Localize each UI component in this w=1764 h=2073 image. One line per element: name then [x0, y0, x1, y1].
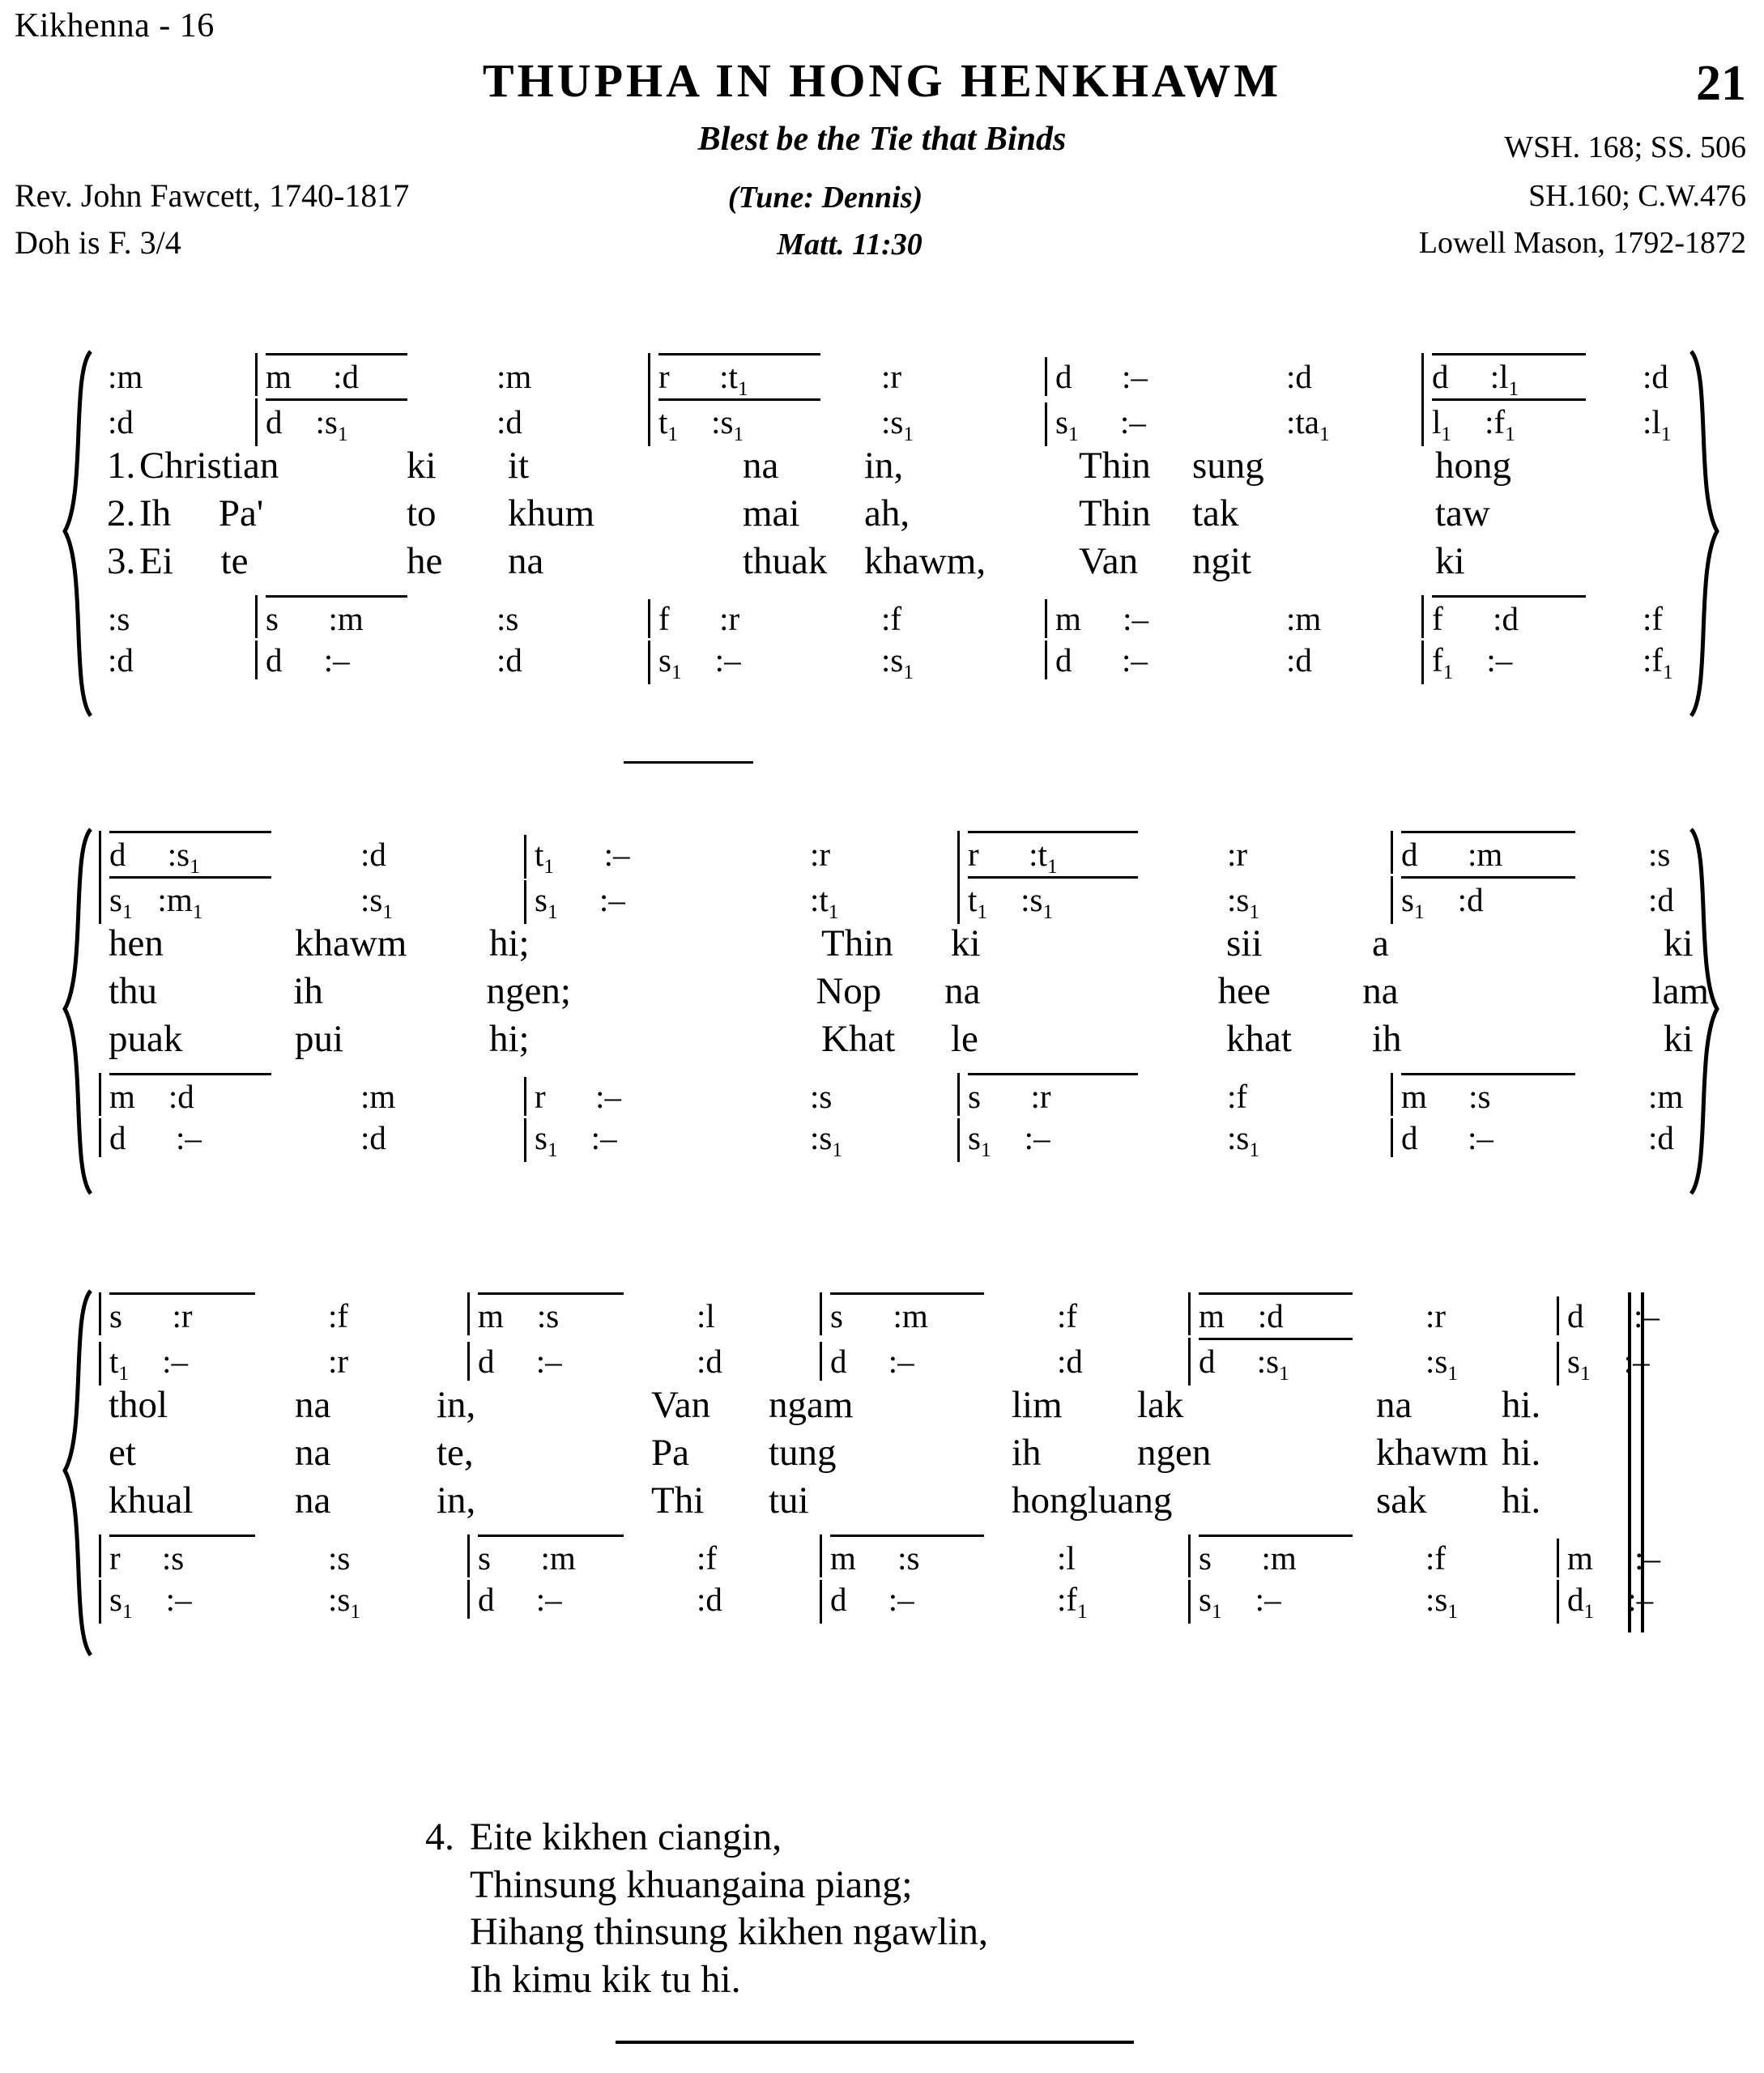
lyric-text: hen	[109, 922, 164, 964]
measure	[1421, 641, 1756, 684]
measure	[255, 641, 646, 679]
measure	[97, 357, 254, 396]
measure	[99, 1342, 466, 1386]
measure	[524, 1077, 956, 1116]
lyric-text: ki	[1435, 540, 1465, 582]
measure	[1045, 599, 1420, 638]
lyric-line-verse-3	[97, 1017, 1709, 1065]
measure	[1188, 1338, 1555, 1386]
note-cell: $:l_1$	[1643, 403, 1672, 446]
lyric-text: Thin	[1079, 445, 1151, 487]
voice-alto-line	[97, 1338, 1709, 1386]
note-cell: $:s_1$	[810, 1119, 843, 1162]
lyric-text: Van	[1079, 540, 1139, 582]
lyric-text: thol	[109, 1384, 168, 1426]
measure	[1188, 1535, 1555, 1577]
measure	[1391, 876, 1741, 924]
note-cell: $l_1$ $:f_1$	[1432, 398, 1586, 446]
measure	[99, 1073, 522, 1116]
lyric-line-verse-1	[97, 1383, 1709, 1431]
lyric-line-verse-3	[97, 1479, 1709, 1526]
note-cell: d :–	[1055, 641, 1148, 679]
voice-tenor-line	[97, 1073, 1709, 1118]
measure	[648, 641, 1043, 684]
note-cell: $:s_1$	[360, 881, 394, 924]
measure	[1557, 1580, 1753, 1624]
music-system-2	[49, 826, 1749, 1207]
lyric-text: he	[407, 540, 443, 582]
measure	[99, 1292, 466, 1335]
note-cell: s :m	[266, 595, 407, 638]
voice-alto-line	[97, 876, 1709, 922]
lyric-text: ih	[1012, 1432, 1042, 1474]
measure	[1188, 1292, 1555, 1335]
voice-tenor-line	[97, 1535, 1709, 1580]
key-and-time-signature: Doh is F. 3/4	[15, 224, 181, 261]
tune-name: (Tune: Dennis)	[727, 181, 923, 215]
note-cell: m :–	[1567, 1539, 1661, 1577]
note-cell: d :–	[1401, 1119, 1493, 1156]
system-brace-left	[49, 826, 97, 1198]
scripture-reference: Matt. 11:30	[777, 228, 922, 262]
note-cell: r :–	[535, 1078, 622, 1115]
lyric-text: pui	[295, 1018, 344, 1060]
lyric-text: to	[407, 492, 437, 534]
lyric-text: a	[1372, 922, 1389, 964]
system-brace-left	[49, 1288, 97, 1660]
note-cell: :d	[1286, 641, 1312, 679]
note-cell: $:s_1$	[881, 403, 914, 446]
lyric-text: Nop	[816, 970, 882, 1012]
page-title: THUPHA IN HONG HENKHAWM	[482, 54, 1282, 107]
note-cell: :r	[328, 1343, 349, 1380]
note-cell: $:f_1$	[1057, 1581, 1088, 1624]
note-cell: $t_1$ $:s_1$	[968, 876, 1138, 924]
section-divider-1	[624, 761, 753, 764]
voice-tenor-line	[97, 595, 1709, 641]
note-cell: :f	[1227, 1078, 1248, 1115]
note-cell: d :–	[830, 1343, 914, 1380]
note-cell: :r	[1227, 836, 1248, 873]
lyric-text: khual	[109, 1479, 194, 1522]
lyric-text: ngen	[1137, 1432, 1212, 1474]
note-cell: $:s_1$	[1425, 1343, 1459, 1386]
lyric-line-verse-2	[97, 492, 1709, 539]
staff-system-3	[97, 1292, 1709, 1625]
verse-4-line: Thinsung khuangaina piang;	[470, 1862, 913, 1906]
note-cell: :d	[697, 1343, 722, 1380]
verse-4-line: Ih kimu kik tu hi.	[470, 1957, 741, 2001]
note-cell: :d	[1643, 358, 1668, 395]
measure	[820, 1580, 1187, 1624]
note-cell: d :–	[266, 641, 350, 679]
lyric-text: Thin	[1079, 492, 1151, 534]
note-cell: :s	[1648, 836, 1671, 873]
hymnal-reference-1: WSH. 168; SS. 506	[1504, 130, 1746, 164]
note-cell: $t_1$ :–	[535, 836, 630, 879]
note-cell: f :r	[658, 600, 740, 637]
note-cell: d :–	[478, 1343, 562, 1380]
lyric-text: Thi	[651, 1479, 705, 1522]
lyric-line-verse-2	[97, 1431, 1709, 1479]
note-cell: $f_1$ :–	[1432, 641, 1513, 684]
lyric-text: hong	[1435, 445, 1511, 487]
measure	[820, 1342, 1187, 1381]
note-cell: d $:s_1$	[266, 398, 407, 446]
composer-credit: Lowell Mason, 1792-1872	[1418, 226, 1746, 260]
voice-alto-line	[97, 398, 1709, 444]
note-cell: :s	[496, 600, 519, 637]
note-cell: $s_1$ $:m_1$	[109, 876, 271, 924]
note-cell: :s	[328, 1539, 351, 1577]
note-cell: :d	[108, 641, 134, 679]
note-cell: :f	[881, 600, 902, 637]
lyric-text: Ei te	[139, 540, 249, 582]
note-cell: :f	[1643, 600, 1664, 637]
note-cell: :d	[697, 1581, 722, 1618]
note-cell: :d	[1286, 358, 1312, 395]
note-cell: :s	[810, 1078, 833, 1115]
measure	[97, 599, 254, 638]
note-cell: r $:t_1$	[968, 831, 1138, 879]
measure	[957, 876, 1389, 924]
measure	[1421, 595, 1756, 638]
measure	[524, 880, 956, 924]
note-cell: :f	[1425, 1539, 1447, 1577]
lyric-text: Pa	[651, 1432, 689, 1474]
note-cell: :d	[496, 403, 522, 441]
measure	[1188, 1580, 1555, 1624]
note-cell: d :–	[109, 1119, 202, 1156]
verse-4-line: Hihang thinsung kikhen ngawlin,	[470, 1910, 988, 1954]
measure	[820, 1292, 1187, 1335]
lyric-text: taw	[1435, 492, 1490, 534]
voice-bass-line	[97, 641, 1709, 686]
verse-4-number: 4.	[425, 1815, 454, 1858]
note-cell: :f	[1057, 1297, 1078, 1334]
lyric-text: Thin	[821, 922, 893, 964]
note-cell: d :–	[830, 1581, 914, 1618]
measure	[255, 398, 646, 446]
note-cell: $d_1$ :–	[1567, 1581, 1654, 1624]
lyric-text: it	[508, 445, 530, 487]
measure	[255, 353, 646, 396]
measure	[524, 1118, 956, 1162]
lyric-text: na	[1362, 970, 1399, 1012]
note-cell: $:s_1$	[1425, 1581, 1459, 1624]
lyric-text: na	[508, 540, 544, 582]
measure	[99, 1580, 466, 1624]
lyric-text: hee	[1217, 970, 1271, 1012]
lyric-text: Khat	[821, 1018, 896, 1060]
measure	[1045, 357, 1420, 396]
measure	[467, 1580, 818, 1619]
lyric-text: hi;	[489, 922, 530, 964]
lyric-text: tak	[1192, 492, 1239, 534]
lyric-text: puak	[109, 1018, 183, 1060]
lyric-text: hi.	[1502, 1432, 1541, 1474]
lyric-text: lak	[1137, 1384, 1184, 1426]
note-cell: d :–	[478, 1581, 562, 1618]
lyric-text: lim	[1012, 1384, 1063, 1426]
lyric-text: na	[295, 1384, 331, 1426]
lyric-text: hi.	[1502, 1479, 1541, 1522]
lyric-text: sung	[1192, 445, 1264, 487]
author-credit: Rev. John Fawcett, 1740-1817	[15, 177, 410, 214]
note-cell: :m	[1648, 1078, 1684, 1115]
measure	[820, 1535, 1187, 1577]
lyric-text: ngen;	[486, 970, 571, 1012]
lyric-text: na	[1376, 1384, 1412, 1426]
footer-divider	[616, 2041, 1134, 2044]
note-cell: d :–	[1567, 1297, 1660, 1334]
lyric-text: ah,	[864, 492, 910, 534]
note-cell: :d	[360, 1119, 386, 1156]
measure	[1391, 1118, 1741, 1157]
note-cell: :d	[496, 641, 522, 679]
note-cell: :l	[697, 1297, 715, 1334]
staff-system-2	[97, 831, 1709, 1164]
hymn-number: 21	[1696, 56, 1746, 111]
measure	[1557, 1296, 1753, 1335]
note-cell: $t_1$ :–	[109, 1343, 189, 1386]
measure	[467, 1292, 818, 1335]
note-cell: :r	[1425, 1297, 1447, 1334]
note-cell: m :d	[1199, 1292, 1353, 1335]
lyric-text: ih	[1372, 1018, 1402, 1060]
measure	[648, 398, 1043, 446]
lyric-text: et	[109, 1432, 136, 1474]
lyric-text: khawm	[295, 922, 407, 964]
note-cell: d :–	[1055, 358, 1148, 395]
note-cell: m :d	[109, 1073, 271, 1116]
lyric-text: te,	[437, 1432, 474, 1474]
note-cell: $:ta_1$	[1286, 403, 1330, 446]
note-cell: $s_1$ :–	[968, 1119, 1050, 1162]
note-cell: s :r	[968, 1073, 1138, 1116]
note-cell: s :m	[478, 1535, 624, 1577]
measure	[957, 831, 1389, 879]
lyric-text: in,	[437, 1384, 476, 1426]
note-cell: :d	[1648, 881, 1674, 918]
lyric-text: sii	[1226, 922, 1263, 964]
note-cell: s :m	[830, 1292, 984, 1335]
note-cell: $t_1$ $:s_1$	[658, 398, 820, 446]
measure	[957, 1073, 1389, 1116]
lyric-text: ih	[293, 970, 323, 1012]
note-cell: :d	[1648, 1119, 1674, 1156]
lyric-text: 1.	[107, 445, 136, 487]
measure	[1557, 1342, 1753, 1386]
note-cell: r :s	[109, 1535, 255, 1577]
note-cell: $s_1$ :–	[109, 1581, 192, 1624]
measure	[467, 1342, 818, 1381]
note-cell: $:s_1$	[1227, 1119, 1260, 1162]
lyric-text: 3.	[107, 540, 136, 582]
measure	[99, 1118, 522, 1157]
lyric-text: ki	[407, 445, 437, 487]
lyric-text: hi.	[1502, 1384, 1541, 1426]
verse-4-block	[425, 1814, 988, 2003]
lyric-text: khum	[508, 492, 595, 534]
measure	[1045, 641, 1420, 679]
measure	[1391, 1073, 1741, 1116]
measure	[467, 1535, 818, 1577]
measure	[524, 835, 956, 879]
note-cell: d $:s_1$	[1199, 1338, 1353, 1386]
note-cell: s :m	[1199, 1535, 1353, 1577]
lyric-line-verse-1	[97, 922, 1709, 969]
note-cell: d $:s_1$	[109, 831, 271, 879]
lyric-text: tui	[769, 1479, 809, 1522]
lyric-text: khawm	[1376, 1432, 1489, 1474]
lyric-line-verse-2	[97, 969, 1709, 1017]
measure	[648, 599, 1043, 638]
voice-soprano-line	[97, 353, 1709, 401]
lyric-text: ki	[1664, 1018, 1694, 1060]
lyric-text: tung	[769, 1432, 837, 1474]
lyric-text: in,	[437, 1479, 476, 1522]
note-cell: :f	[697, 1539, 718, 1577]
lyric-text: ngit	[1192, 540, 1252, 582]
note-cell: :m	[496, 358, 532, 395]
voice-soprano-line	[97, 831, 1709, 879]
note-cell: $s_1$ :–	[535, 1119, 617, 1162]
measure	[99, 876, 522, 924]
note-cell: m :s	[478, 1292, 624, 1335]
measure	[957, 1118, 1389, 1162]
note-cell: $:s_1$	[328, 1581, 361, 1624]
page-subtitle: Blest be the Tie that Binds	[697, 121, 1067, 158]
lyric-text: na	[944, 970, 981, 1012]
lyric-text: khawm,	[864, 540, 986, 582]
note-cell: m :–	[1055, 600, 1149, 637]
measure	[255, 595, 646, 638]
system-brace-left	[49, 348, 97, 721]
measure	[1045, 402, 1420, 446]
note-cell: $s_1$ :–	[658, 641, 741, 684]
note-cell: $s_1$ :–	[535, 881, 625, 924]
note-cell: f :d	[1432, 595, 1586, 638]
note-cell: d :m	[1401, 831, 1575, 874]
measure	[1391, 831, 1741, 874]
note-cell: :f	[328, 1297, 349, 1334]
measure	[1557, 1539, 1753, 1577]
lyric-text: 2.	[107, 492, 136, 534]
lyric-text: Van	[651, 1384, 711, 1426]
lyric-text: ngam	[769, 1384, 854, 1426]
note-cell: :r	[881, 358, 902, 395]
note-cell: :d	[108, 403, 134, 441]
verse-4-line: Eite kikhen ciangin,	[470, 1815, 782, 1858]
voice-bass-line	[97, 1118, 1709, 1164]
lyric-text: na	[295, 1479, 331, 1522]
lyric-text: khat	[1226, 1018, 1292, 1060]
lyric-text: mai	[743, 492, 800, 534]
note-cell: m :s	[1401, 1073, 1575, 1116]
lyric-text: thuak	[743, 540, 828, 582]
note-cell: :m	[108, 358, 143, 395]
lyric-text: in,	[864, 445, 904, 487]
lyric-text: le	[951, 1018, 978, 1060]
staff-system-1	[97, 353, 1709, 686]
music-system-1	[49, 348, 1749, 737]
voice-soprano-line	[97, 1292, 1709, 1338]
measure	[97, 402, 254, 441]
note-cell: $s_1$ :d	[1401, 876, 1575, 924]
lyric-text: Christian	[139, 445, 279, 487]
measure	[99, 1535, 466, 1577]
music-system-3	[49, 1288, 1749, 1668]
lyric-text: na	[743, 445, 779, 487]
note-cell: $:s_1$	[1227, 881, 1260, 924]
note-cell: :r	[810, 836, 831, 873]
note-cell: :s	[108, 600, 130, 637]
hymn-index-label: Kikhenna - 16	[15, 7, 215, 45]
lyric-text: ki	[951, 922, 981, 964]
measure	[99, 831, 522, 879]
lyric-line-verse-1	[97, 444, 1709, 492]
note-cell: $:s_1$	[881, 641, 914, 684]
note-cell: :m	[1286, 600, 1322, 637]
note-cell: $:t_1$	[810, 881, 839, 924]
hymnal-reference-2: SH.160; C.W.476	[1528, 179, 1746, 213]
note-cell: s :r	[109, 1292, 255, 1335]
lyric-text: lam	[1651, 970, 1709, 1012]
note-cell: d $:l_1$	[1432, 353, 1586, 401]
voice-bass-line	[97, 1580, 1709, 1625]
note-cell: $s_1$ :–	[1567, 1343, 1650, 1386]
note-cell: m :d	[266, 353, 407, 396]
note-cell: $s_1$ :–	[1199, 1581, 1281, 1624]
lyric-text: sak	[1376, 1479, 1427, 1522]
measure	[97, 641, 254, 679]
note-cell: :d	[1057, 1343, 1083, 1380]
note-cell: $s_1$ :–	[1055, 403, 1146, 446]
lyric-text: hongluang	[1012, 1479, 1173, 1522]
measure	[1421, 353, 1756, 401]
measure	[1421, 398, 1756, 446]
note-cell: $:f_1$	[1643, 641, 1673, 684]
lyric-line-verse-3	[97, 539, 1709, 587]
lyric-text: na	[295, 1432, 331, 1474]
note-cell: r $:t_1$	[658, 353, 820, 401]
note-cell: :m	[360, 1078, 396, 1115]
note-cell: m :s	[830, 1535, 984, 1577]
lyric-text: ki	[1664, 922, 1694, 964]
note-cell: :l	[1057, 1539, 1076, 1577]
lyric-text: hi;	[489, 1018, 530, 1060]
note-cell: :d	[360, 836, 386, 873]
lyric-text: Ih Pa'	[139, 492, 264, 534]
lyric-text: thu	[109, 970, 158, 1012]
measure	[648, 353, 1043, 401]
